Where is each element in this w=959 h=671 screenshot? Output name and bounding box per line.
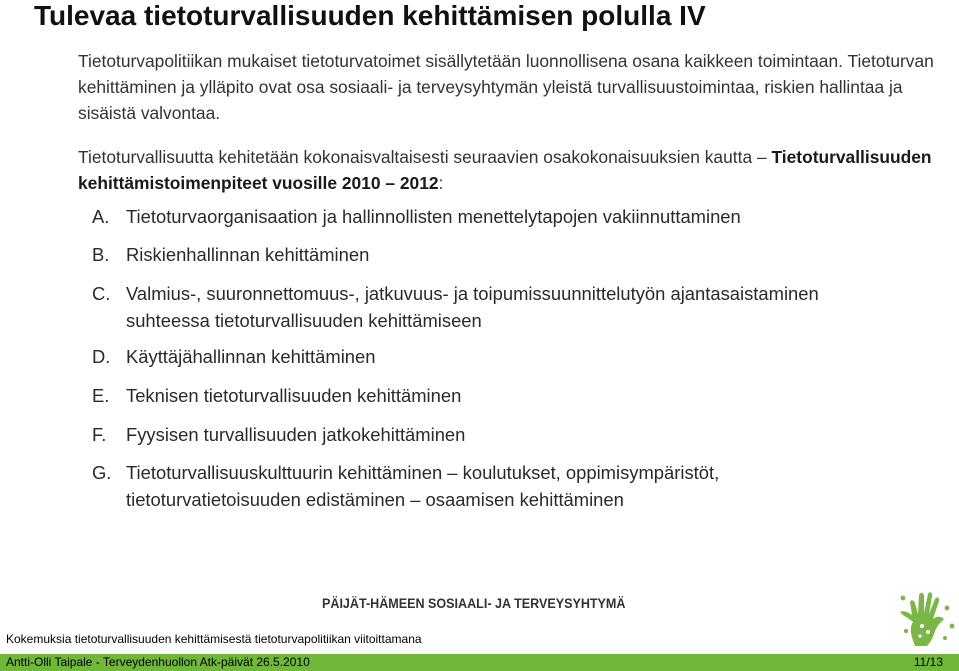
list-item-text: Tietoturvaorganisaation ja hallinnollisten menettelytapojen vakiinnuttaminen	[126, 206, 741, 227]
development-tail: :	[438, 173, 444, 193]
list-item	[92, 459, 872, 513]
list-item-letter: C.	[92, 283, 111, 304]
organization-name: PÄIJÄT-HÄMEEN SOSIAALI- JA TERVEYSYHTYMÄ	[322, 596, 626, 611]
list-item-text: Teknisen tietoturvallisuuden kehittäminen	[126, 385, 462, 406]
intro-paragraph: Tietoturvapolitiikan mukaiset tietoturvatoimet sisällytetään luonnollisena osana kaikkeen toimintaan. Tietoturvan kehittäminen ja ylläpito ovat osa sosiaali- ja terveysyhtymän yleistä turvallisuustoimintaa, riskien hallintaa ja sisäistä valvontaa.	[78, 51, 934, 123]
list-item-letter: F.	[92, 424, 107, 445]
list-item-letter: D.	[92, 346, 111, 367]
green-hand-logo-icon	[897, 586, 957, 648]
development-plan-title: Tietoturvallisuuden kehittämistoimenpiteet vuosille 2010 – 2012	[78, 147, 932, 193]
list-item-letter: A.	[92, 206, 110, 227]
list-item-text: Riskienhallinnan kehittäminen	[126, 244, 370, 265]
author-event: Antti-Olli Taipale - Terveydenhuollon Atk-päivät 26.5.2010	[6, 655, 310, 669]
list-item	[92, 280, 872, 334]
list-item-letter: G.	[92, 462, 112, 483]
list-item	[92, 203, 872, 230]
footer-bar	[0, 654, 959, 671]
list-item-text: Käyttäjähallinnan kehittäminen	[126, 346, 376, 367]
list-item-text: Fyysisen turvallisuuden jatkokehittäminen	[126, 424, 466, 445]
list-item	[92, 421, 872, 448]
slide-title: Tulevaa tietoturvallisuuden kehittämisen polulla IV	[34, 0, 706, 31]
list-item-letter: E.	[92, 385, 110, 406]
development-lead: Tietoturvallisuutta kehitetään kokonaisvaltaisesti seuraavien osakokonaisuuksien kautta –	[78, 147, 767, 167]
list-item	[92, 382, 872, 409]
development-paragraph	[78, 144, 938, 196]
list-item-text: Tietoturvallisuuskulttuurin kehittäminen – koulutukset, oppimisympäristöt, tietoturvatietoisuuden edistäminen – osaamisen kehittäminen	[126, 462, 720, 510]
page-number: 11/13	[913, 655, 943, 669]
list-item	[92, 241, 872, 268]
presentation-subtitle: Kokemuksia tietoturvallisuuden kehittämisestä tietoturvapolitiikan viitoittamana	[6, 632, 422, 646]
list-item-letter: B.	[92, 244, 110, 265]
list-item	[92, 343, 872, 370]
list-item-text: Valmius-, suuronnettomuus-, jatkuvuus- ja toipumissuunnittelutyön ajantasaistaminen suhteessa tietoturvallisuuden kehittämiseen	[126, 283, 819, 331]
